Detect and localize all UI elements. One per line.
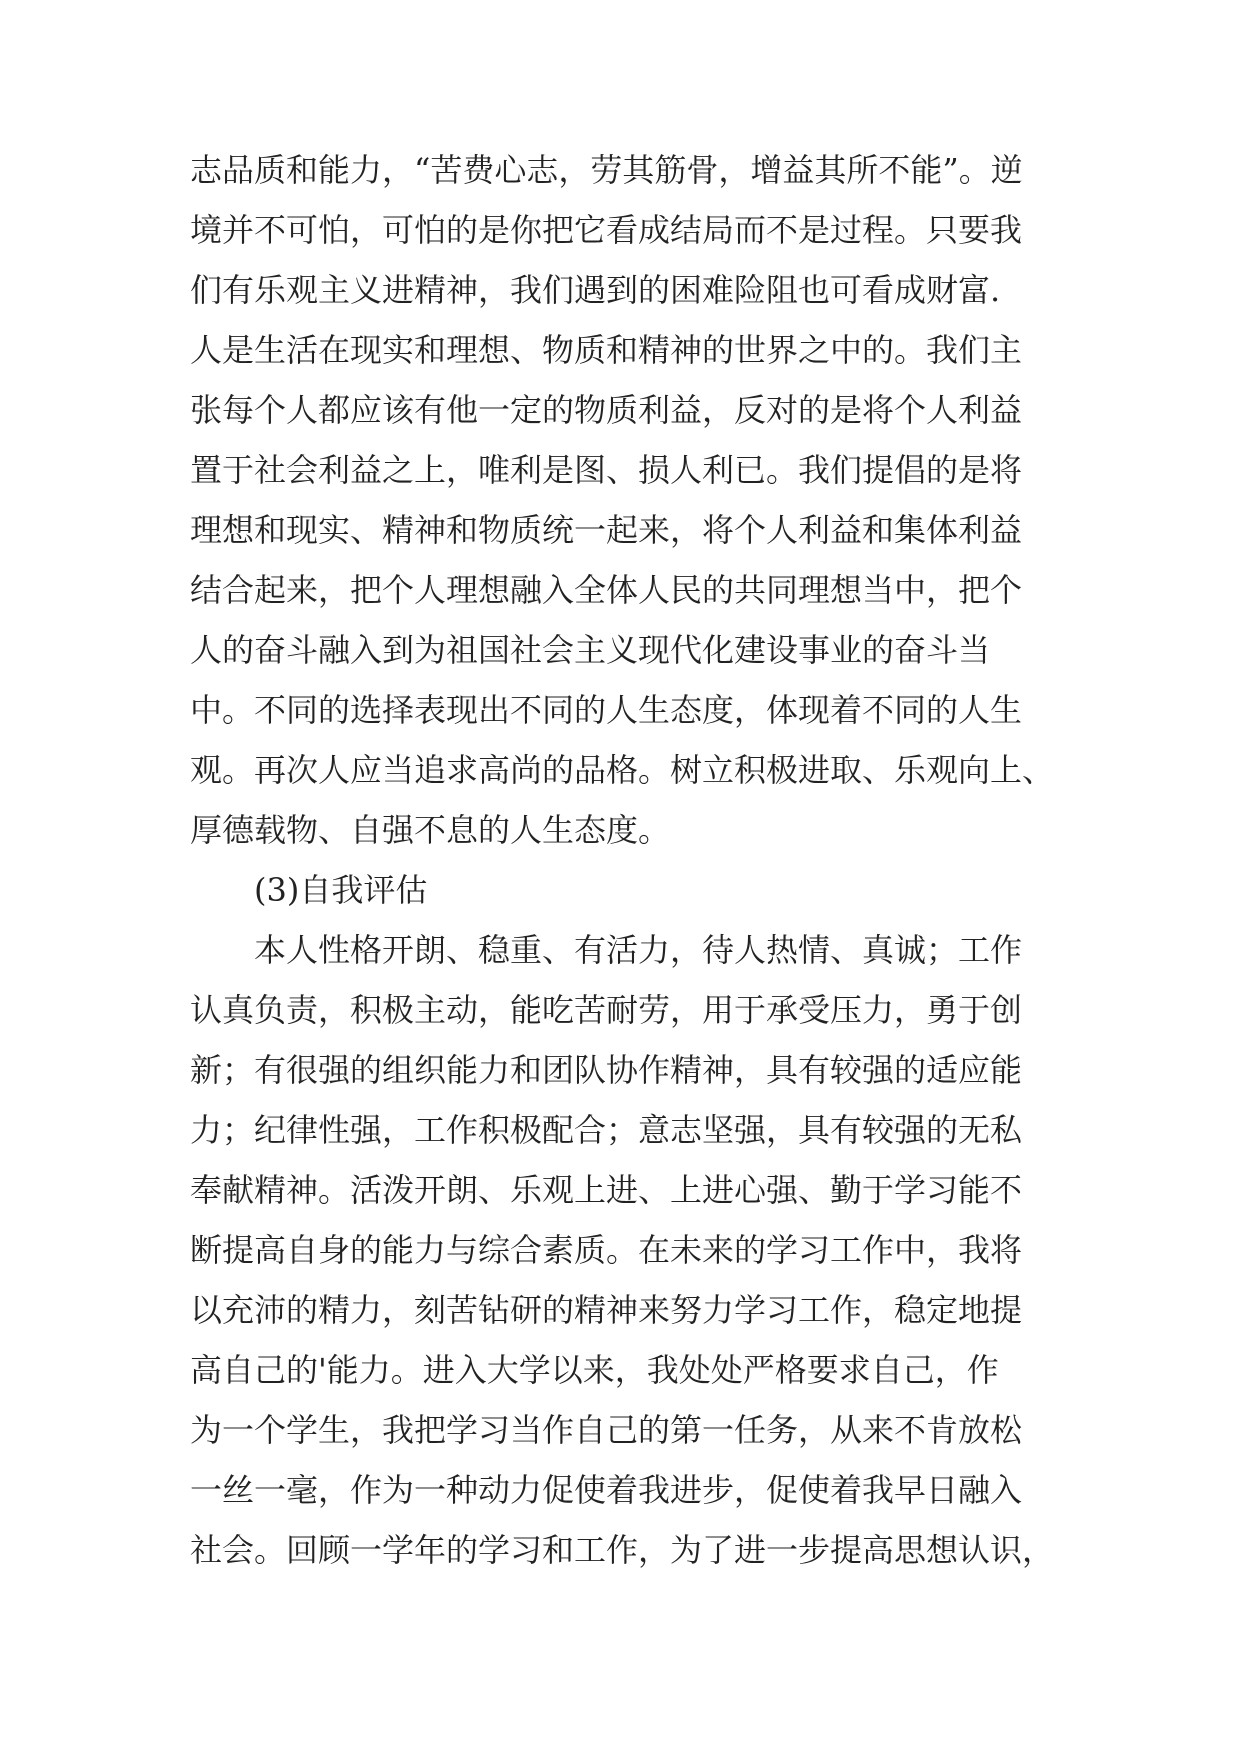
text-line: 结合起来，把个人理想融入全体人民的共同理想当中，把个 — [190, 571, 1023, 609]
text-line: 力；纪律性强，工作积极配合；意志坚强，具有较强的无私 — [190, 1111, 1023, 1149]
text-line: 志品质和能力，“苦费心志，劳其筋骨，增益其所不能”。逆 — [190, 151, 1023, 189]
text-line: 高自己的'能力。进入大学以来，我处处严格要求自己，作 — [190, 1351, 999, 1389]
text-line: 本人性格开朗、稳重、有活力，待人热情、真诚；工作 — [254, 931, 1023, 969]
text-line: 新；有很强的组织能力和团队协作精神，具有较强的适应能 — [190, 1051, 1023, 1089]
text-line: 境并不可怕，可怕的是你把它看成结局而不是过程。只要我 — [190, 211, 1023, 249]
section-heading: (3)自我评估 — [254, 871, 428, 909]
body-text — [190, 140, 1060, 1580]
text-line: 一丝一毫，作为一种动力促使着我进步，促使着我早日融入 — [190, 1471, 1023, 1509]
text-line: 断提高自身的能力与综合素质。在未来的学习工作中，我将 — [190, 1231, 1023, 1269]
text-line: 认真负责，积极主动，能吃苦耐劳，用于承受压力，勇于创 — [190, 991, 1023, 1029]
text-line: 厚德载物、自强不息的人生态度。 — [190, 811, 671, 849]
text-line: 们有乐观主义进精神，我们遇到的困难险阻也可看成财富. — [190, 271, 1001, 309]
text-line: 社会。回顾一学年的学习和工作，为了进一步提高思想认识， — [190, 1531, 1055, 1569]
text-line: 张每个人都应该有他一定的物质利益，反对的是将个人利益 — [190, 391, 1023, 429]
text-line: 观。再次人应当追求高尚的品格。树立积极进取、乐观向上、 — [190, 751, 1055, 789]
text-line: 人的奋斗融入到为祖国社会主义现代化建设事业的奋斗当 — [190, 631, 991, 669]
text-line: 为一个学生，我把学习当作自己的第一任务，从来不肯放松 — [190, 1411, 1023, 1449]
text-line: 置于社会利益之上，唯利是图、损人利已。我们提倡的是将 — [190, 451, 1023, 489]
text-line: 中。不同的选择表现出不同的人生态度，体现着不同的人生 — [190, 691, 1023, 729]
text-line: 以充沛的精力，刻苦钻研的精神来努力学习工作，稳定地提 — [190, 1291, 1023, 1329]
text-line: 理想和现实、精神和物质统一起来，将个人利益和集体利益 — [190, 511, 1023, 549]
text-line: 人是生活在现实和理想、物质和精神的世界之中的。我们主 — [190, 331, 1023, 369]
text-line: 奉献精神。活泼开朗、乐观上进、上进心强、勤于学习能不 — [190, 1171, 1023, 1209]
